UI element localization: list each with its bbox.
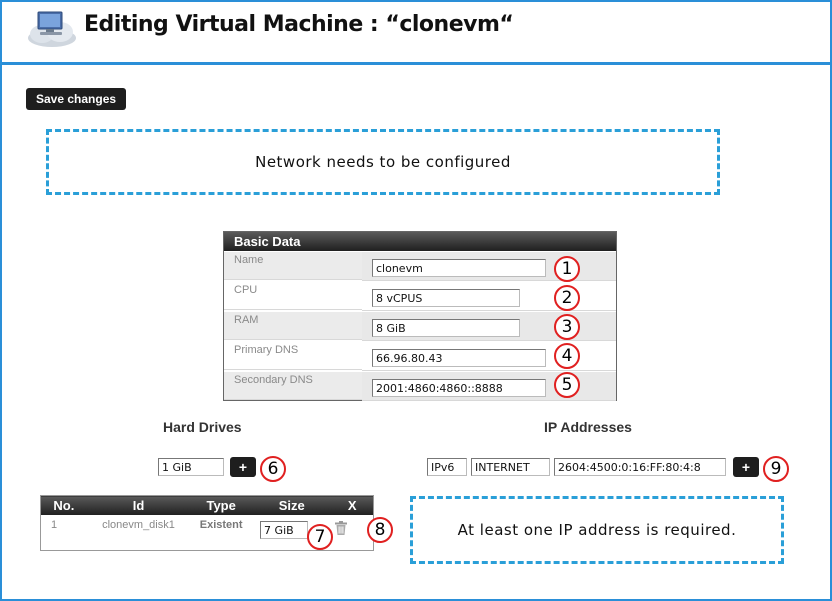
cloud-computer-icon [26, 8, 78, 48]
marker-5: 5 [554, 372, 580, 398]
save-button[interactable]: Save changes [26, 88, 126, 110]
col-type: Type [190, 496, 252, 516]
trash-icon[interactable] [335, 521, 347, 535]
cpu-input[interactable] [372, 289, 520, 307]
cpu-label: CPU [224, 282, 362, 310]
page-header [2, 2, 830, 65]
marker-4: 4 [554, 343, 580, 369]
name-input[interactable] [372, 259, 546, 277]
add-hard-drive-button[interactable]: + [230, 457, 256, 477]
ram-label: RAM [224, 312, 362, 340]
col-id: Id [87, 496, 191, 516]
ram-input[interactable] [372, 319, 520, 337]
marker-7: 7 [307, 524, 333, 550]
basic-data-title: Basic Data [224, 232, 616, 251]
col-no: No. [41, 496, 87, 516]
ip-version-select[interactable] [427, 458, 467, 476]
primary-dns-input[interactable] [372, 349, 546, 367]
col-size: Size [252, 496, 331, 516]
marker-3: 3 [554, 314, 580, 340]
page-title: Editing Virtual Machine : “clonevm“ [84, 12, 514, 37]
marker-6: 6 [260, 456, 286, 482]
drive-type: Existent [199, 519, 243, 531]
name-label: Name [224, 252, 362, 280]
network-warning-text: Network needs to be configured [255, 153, 511, 171]
col-x: X [331, 496, 373, 516]
ip-warning [410, 496, 784, 564]
marker-2: 2 [554, 285, 580, 311]
ip-network-select[interactable] [471, 458, 550, 476]
drive-id: clonevm_disk1 [102, 519, 175, 531]
secondary-dns-input[interactable] [372, 379, 546, 397]
hard-drives-title: Hard Drives [163, 419, 242, 435]
network-warning [46, 129, 720, 195]
marker-9: 9 [763, 456, 789, 482]
primary-dns-label: Primary DNS [224, 342, 362, 370]
ip-address-input[interactable] [554, 458, 726, 476]
add-ip-button[interactable]: + [733, 457, 759, 477]
ip-addresses-title: IP Addresses [544, 419, 632, 435]
drive-size-input[interactable] [260, 521, 308, 539]
marker-8: 8 [367, 517, 393, 543]
table-header-row [41, 496, 374, 516]
ip-warning-text: At least one IP address is required. [457, 521, 737, 539]
marker-1: 1 [554, 256, 580, 282]
secondary-dns-label: Secondary DNS [224, 372, 362, 400]
drive-no: 1 [51, 519, 58, 531]
hard-drive-size-input[interactable] [158, 458, 224, 476]
